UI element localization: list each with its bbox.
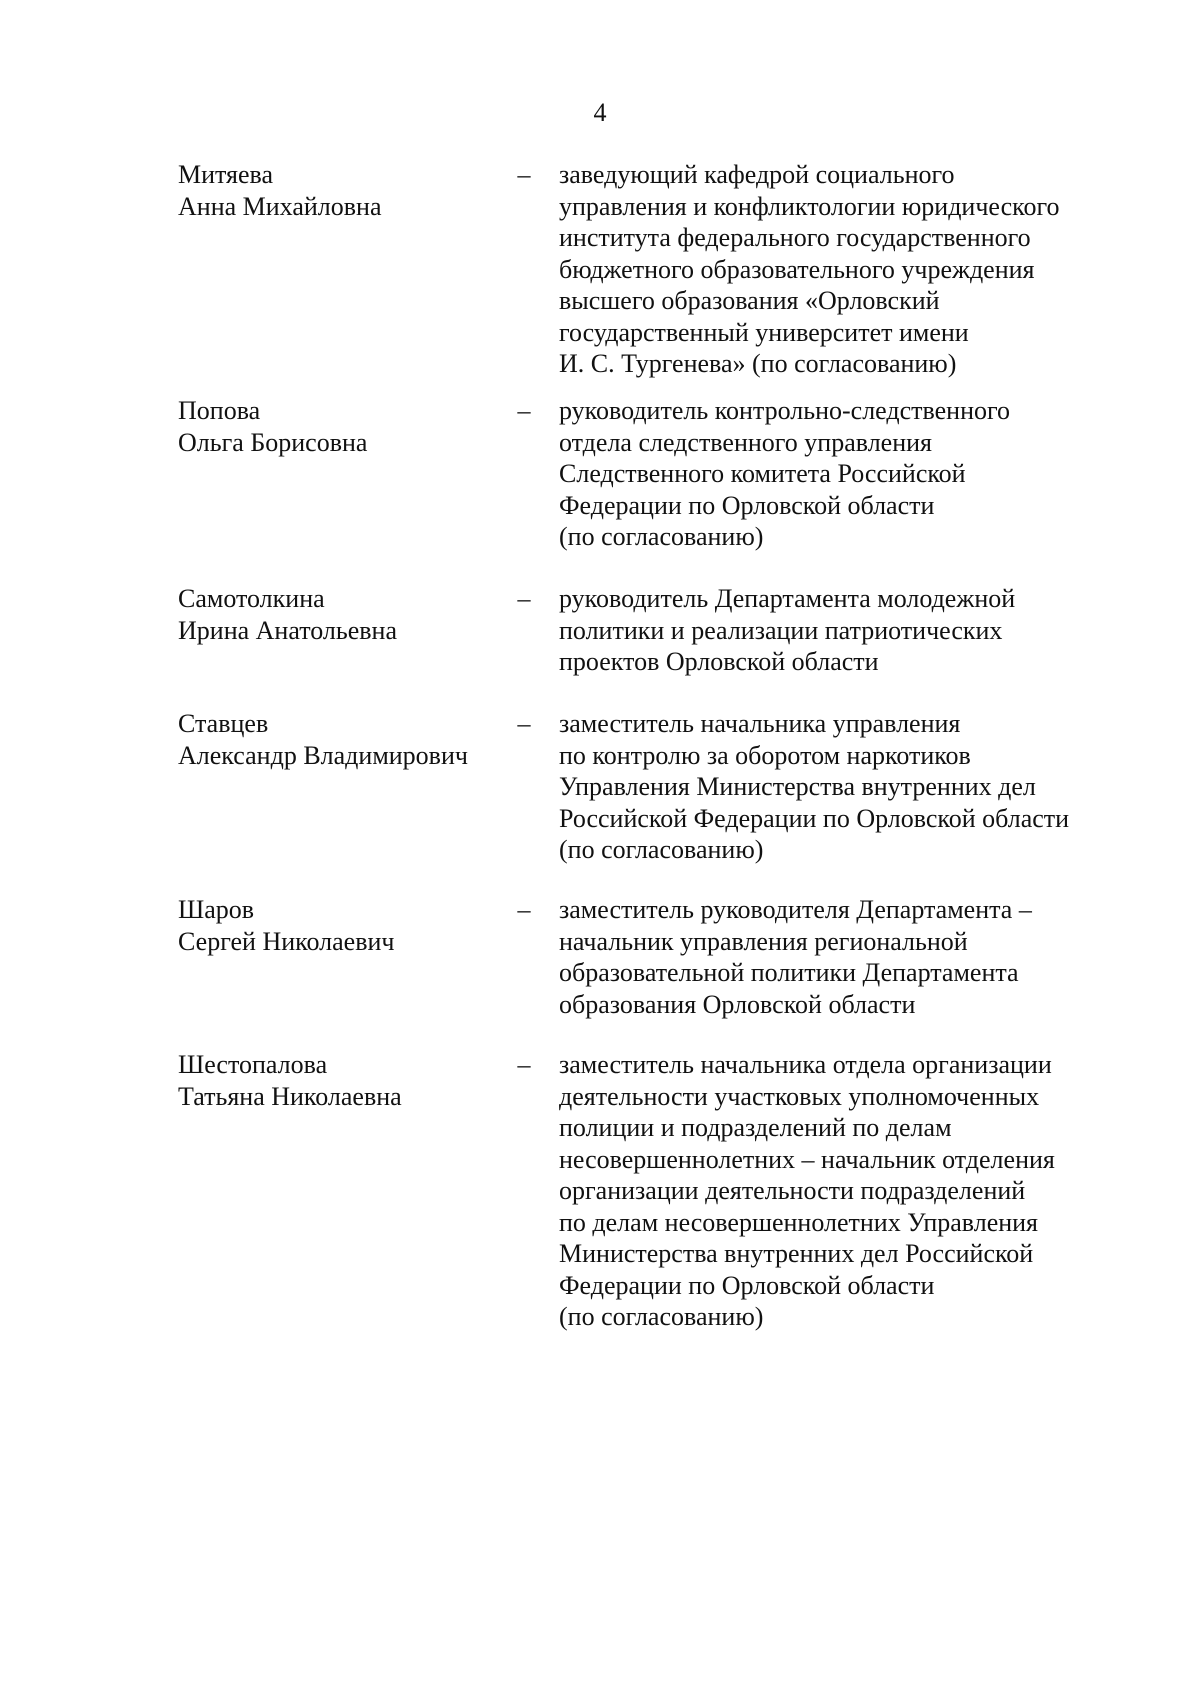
position-line: Министерства внутренних дел Российской [559, 1239, 1034, 1268]
position-line: заместитель начальника отдела организации [559, 1050, 1052, 1079]
position-line: отдела следственного управления [559, 427, 933, 457]
member-given-names: Ирина Анатольевна [178, 615, 397, 645]
position-line: управления и конфликтологии юридического [559, 191, 1060, 221]
member-position [559, 395, 1119, 553]
dash-separator: – [517, 396, 531, 425]
member-name [178, 159, 498, 222]
dash-separator: – [517, 160, 531, 189]
position-line: высшего образования «Орловский [559, 286, 940, 315]
position-line: несовершеннолетних – начальник отделения [559, 1144, 1055, 1174]
position-line: политики и реализации патриотических [559, 615, 1003, 645]
position-line: проектов Орловской области [559, 647, 879, 676]
position-line: Федерации по Орловской области [559, 1270, 935, 1300]
position-line: института федерального государственного [559, 223, 1031, 252]
member-surname: Самотолкина [178, 584, 325, 613]
member-position [559, 708, 1119, 866]
position-line: заместитель руководителя Департамента – [559, 895, 1032, 924]
position-line: образовательной политики Департамента [559, 958, 1019, 987]
position-line: (по согласованию) [559, 522, 764, 551]
dash-separator: – [517, 709, 531, 738]
member-given-names: Анна Михайловна [178, 191, 382, 221]
dash-separator: – [517, 1050, 531, 1079]
member-position [559, 583, 1119, 678]
position-line: полиции и подразделений по делам [559, 1113, 952, 1142]
position-line: руководитель контрольно-следственного [559, 396, 1011, 425]
member-given-names: Татьяна Николаевна [178, 1081, 402, 1111]
position-line: образования Орловской области [559, 989, 916, 1019]
member-given-names: Александр Владимирович [178, 740, 468, 770]
position-line: И. С. Тургенева» (по согласованию) [559, 349, 957, 378]
position-line: Управления Министерства внутренних дел [559, 772, 1036, 801]
member-name [178, 1049, 498, 1112]
page-number: 4 [593, 98, 607, 127]
member-name [178, 395, 498, 458]
position-line: Федерации по Орловской области [559, 490, 935, 520]
position-line: начальник управления региональной [559, 926, 968, 956]
position-line: (по согласованию) [559, 1302, 764, 1331]
member-surname: Шаров [178, 895, 255, 924]
member-name [178, 894, 498, 957]
dash-separator: – [517, 584, 531, 613]
member-position [559, 894, 1119, 1020]
member-surname: Митяева [178, 160, 274, 189]
position-line: (по согласованию) [559, 835, 764, 864]
position-line: Российской Федерации по Орловской области [559, 803, 1070, 833]
member-surname: Шестопалова [178, 1050, 328, 1079]
member-name [178, 583, 498, 646]
position-line: заместитель начальника управления [559, 709, 961, 738]
position-line: деятельности участковых уполномоченных [559, 1081, 1040, 1111]
position-line: руководитель Департамента молодежной [559, 584, 1016, 613]
position-line: государственный университет имени [559, 317, 969, 347]
member-position [559, 1049, 1119, 1333]
position-line: организации деятельности подразделений [559, 1176, 1026, 1205]
position-line: по контролю за оборотом наркотиков [559, 740, 971, 770]
member-surname: Попова [178, 396, 261, 425]
position-line: бюджетного образовательного учреждения [559, 254, 1035, 284]
member-surname: Ставцев [178, 709, 269, 738]
member-given-names: Ольга Борисовна [178, 427, 368, 457]
member-name [178, 708, 498, 771]
position-line: заведующий кафедрой социального [559, 160, 955, 189]
position-line: по делам несовершеннолетних Управления [559, 1207, 1039, 1237]
member-position [559, 159, 1119, 380]
position-line: Следственного комитета Российской [559, 459, 966, 488]
member-given-names: Сергей Николаевич [178, 926, 395, 956]
dash-separator: – [517, 895, 531, 924]
